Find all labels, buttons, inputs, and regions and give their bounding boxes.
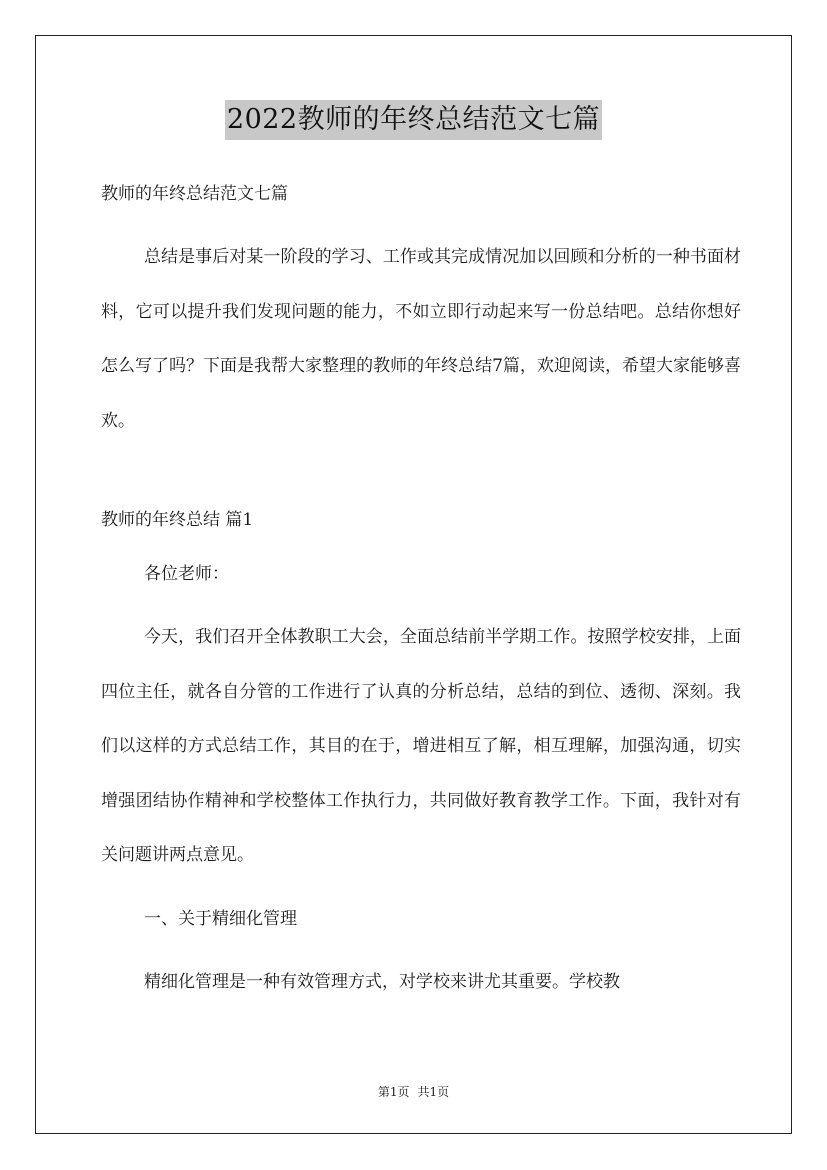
page-footer xyxy=(0,1083,827,1101)
intro-paragraph: 总结是事后对某一阶段的学习、工作或其完成情况加以回顾和分析的一种书面材料，它可以提升我们发现问题的能力，不如立即行动起来写一份总结吧。总结你想好怎么写了吗？下面是我帮大家整理的教师的年终总结7篇，欢迎阅读，希望大家能够喜欢。 xyxy=(101,247,741,431)
body-paragraph-1: 今天，我们召开全体教职工大会，全面总结前半学期工作。按照学校安排，上面四位主任，就各自分管的工作进行了认真的分析总结，总结的到位、透彻、深刻。我们以这样的方式总结工作，其目的在于，增进相互了解，相互理解，加强沟通，切实增强团结协作精神和学校整体工作执行力，共同做好教育教学工作。下面，我针对有关问题讲两点意见。 xyxy=(101,627,741,865)
greeting: 各位老师： xyxy=(144,564,229,584)
document-title: 2022教师的年终总结范文七篇 xyxy=(225,100,602,140)
document-subtitle: 教师的年终总结范文七篇 xyxy=(101,184,288,204)
title-area xyxy=(0,100,827,140)
point-heading: 一、关于精细化管理 xyxy=(144,908,297,929)
page-number: 第1页 xyxy=(377,1085,410,1099)
body-paragraph-2: 精细化管理是一种有效管理方式，对学校来讲尤其重要。学校教 xyxy=(144,971,620,992)
page-count: 共1页 xyxy=(417,1085,450,1099)
document-body xyxy=(101,176,741,1009)
section-heading: 教师的年终总结 篇1 xyxy=(101,510,254,530)
